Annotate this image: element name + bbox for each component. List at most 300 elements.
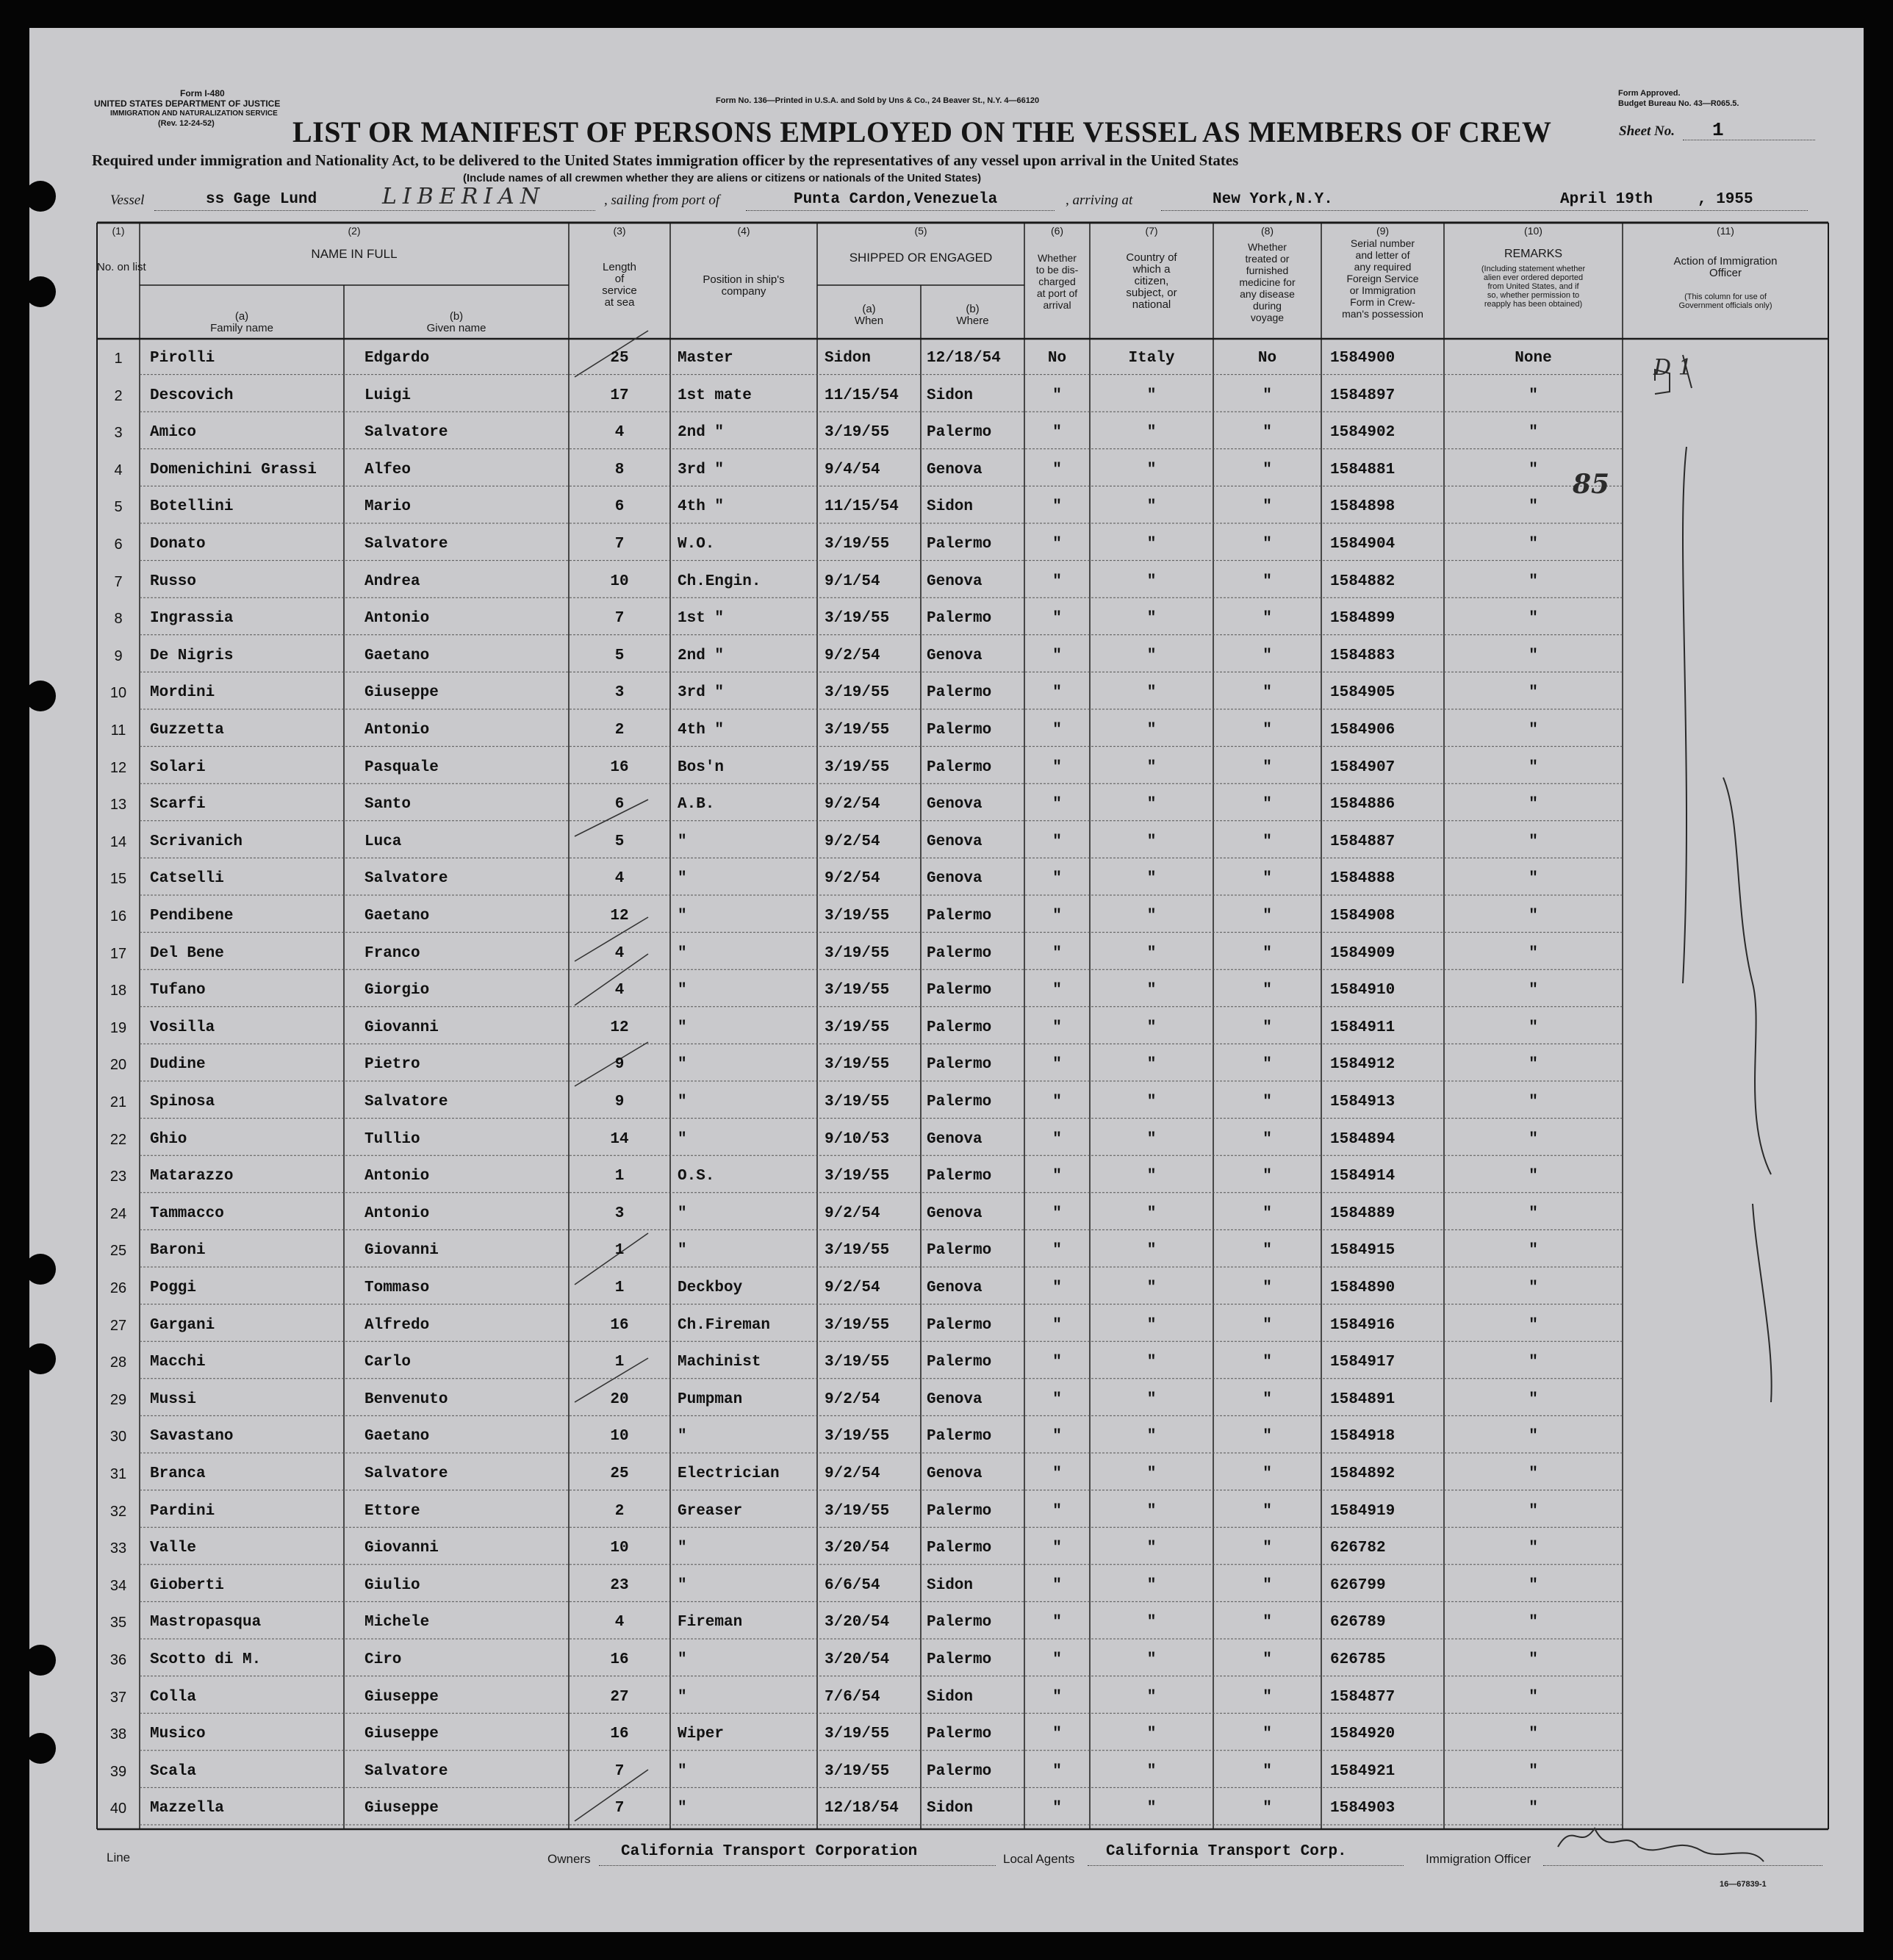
given-name: Ettore [364,1502,420,1520]
col-number: (11) [1717,225,1734,237]
table-row [29,1344,1864,1382]
row-number: 12 [109,759,127,776]
country: " [1146,572,1157,590]
row-number: 38 [109,1726,127,1743]
col-name-in-full: NAME IN FULL [311,247,398,261]
table-row [29,1530,1864,1568]
col-number: (10) [1524,225,1542,237]
length-of-service: 10 [610,1428,629,1446]
country: " [1146,610,1157,628]
country: " [1146,1502,1157,1520]
family-name: Savastano [150,1428,234,1446]
revision: (Rev. 12-24-52) [158,119,215,128]
medicine: " [1262,796,1272,814]
row-number: 17 [109,945,127,962]
row-number: 21 [109,1094,127,1110]
length-of-service: 1 [614,1354,625,1371]
col-given-name: (b) Given name [426,310,486,334]
serial-number: 626782 [1330,1540,1386,1557]
serial-number: 1584881 [1330,461,1395,478]
length-of-service: 4 [614,870,625,888]
col-medicine: Whether treated or furnished medicine for any disease during voyage [1239,241,1296,323]
action-row1-mark: D 1 [1653,355,1692,381]
country: " [1146,1094,1157,1110]
row-number: 16 [109,908,127,925]
given-name: Salvatore [364,1465,448,1482]
given-name: Pietro [364,1056,420,1074]
engaged-where: Palermo [927,1056,992,1074]
engaged-when: 9/4/54 [825,461,880,478]
to-be-discharged: " [1052,1056,1062,1074]
position: " [678,870,687,888]
length-of-service: 10 [610,1540,629,1557]
table-row [29,1232,1864,1270]
engaged-where: Sidon [927,1688,974,1706]
medicine: " [1262,1130,1272,1148]
engaged-where: Genova [927,1130,983,1148]
engaged-when: 9/2/54 [825,647,880,664]
row-number: 8 [114,611,123,628]
medicine: " [1262,944,1272,962]
to-be-discharged: " [1052,1614,1062,1631]
row-number: 11 [110,722,126,739]
serial-number: 1584915 [1330,1242,1395,1260]
country: " [1146,1242,1157,1260]
engaged-when: 3/20/54 [825,1614,890,1631]
length-of-service: 25 [610,1465,629,1482]
department: UNITED STATES DEPARTMENT OF JUSTICE [94,98,281,109]
medicine: " [1262,1242,1272,1260]
engaged-when: 9/2/54 [825,1390,880,1408]
medicine: " [1262,1576,1272,1594]
col-number: (6) [1050,225,1064,237]
length-of-service: 6 [614,796,625,814]
row-number: 14 [109,833,127,850]
engaged-when: 3/19/55 [825,684,890,702]
col-remarks-note: (Including statement whether alien ever ordered deported from United States, and if so, whether permission to reapply has been obtained) [1481,265,1586,309]
family-name: Mussi [150,1390,197,1408]
position: Master [678,350,733,367]
row-number: 36 [109,1652,127,1668]
given-name: Edgardo [364,350,430,367]
engaged-when: 3/19/55 [825,908,890,925]
medicine: No [1257,350,1277,367]
position: 3rd " [678,684,725,702]
to-be-discharged: " [1052,1465,1062,1482]
engaged-where: Palermo [927,1316,992,1334]
position: Machinist [678,1354,761,1371]
to-be-discharged: " [1052,424,1062,442]
length-of-service: 9 [614,1056,625,1074]
medicine: " [1262,387,1272,404]
family-name: Matarazzo [150,1168,234,1185]
family-name: Guzzetta [150,722,224,739]
given-name: Giulio [364,1576,420,1594]
country: " [1146,1576,1157,1594]
length-of-service: 10 [610,572,629,590]
service: IMMIGRATION AND NATURALIZATION SERVICE [110,110,278,118]
table-row [29,750,1864,787]
remarks: " [1529,1279,1538,1296]
country: " [1146,1428,1157,1446]
row-number: 1 [114,351,123,367]
engaged-where: Sidon [927,498,974,516]
serial-number: 1584906 [1330,722,1395,739]
engaged-when: 3/19/55 [825,1316,890,1334]
position: W.O. [678,536,715,553]
given-name: Mario [364,498,412,516]
remarks: " [1529,1242,1538,1260]
family-name: Mazzella [150,1800,224,1817]
table-row [29,936,1864,973]
col-when: (a) When [854,303,884,327]
engaged-when: 3/19/55 [825,1019,890,1036]
length-of-service: 27 [610,1688,629,1706]
family-name: Solari [150,758,206,776]
port-to: New York,N.Y. [1213,191,1333,208]
remarks: " [1529,684,1538,702]
row-number: 33 [109,1540,127,1557]
printer-line: Form No. 136—Printed in U.S.A. and Sold by Uns & Co., 24 Beaver St., N.Y. 4—66120 [716,96,1040,105]
engaged-where: Genova [927,1205,983,1222]
remarks: " [1529,1019,1538,1036]
to-be-discharged: " [1052,758,1062,776]
sailing-label: , sailing from port of [604,193,720,208]
given-name: Tommaso [364,1279,430,1296]
row-number: 19 [109,1019,127,1036]
country: " [1146,908,1157,925]
remarks: " [1529,870,1538,888]
engaged-where: Palermo [927,908,992,925]
engaged-where: Palermo [927,1502,992,1520]
engaged-where: Sidon [927,1800,974,1817]
engaged-where: Palermo [927,1242,992,1260]
col-number: (7) [1145,225,1158,237]
table-row [29,564,1864,601]
remarks: " [1529,1130,1538,1148]
serial-number: 1584920 [1330,1726,1395,1743]
engaged-where: Genova [927,870,983,888]
engaged-when: 9/2/54 [825,1465,880,1482]
engaged-where: Palermo [927,684,992,702]
line-label: Line [107,1850,131,1864]
country: " [1146,1540,1157,1557]
row-number: 9 [114,647,123,664]
remarks: " [1529,461,1538,478]
table-row [29,1753,1864,1791]
family-name: Amico [150,424,197,442]
remarks: " [1529,758,1538,776]
to-be-discharged: " [1052,1316,1062,1334]
table-row [29,340,1864,378]
given-name: Ciro [364,1651,402,1668]
table-row [29,1196,1864,1233]
medicine: " [1262,1502,1272,1520]
family-name: Tufano [150,982,206,999]
remarks: " [1529,647,1538,664]
given-name: Gaetano [364,1428,430,1446]
remarks: " [1529,610,1538,628]
engaged-where: Palermo [927,536,992,553]
table-row [29,1493,1864,1531]
row-number: 31 [109,1466,127,1482]
serial-number: 1584908 [1330,908,1395,925]
medicine: " [1262,1726,1272,1743]
serial-number: 1584891 [1330,1390,1395,1408]
serial-number: 1584898 [1330,498,1395,516]
remarks: " [1529,536,1538,553]
country: " [1146,1726,1157,1743]
medicine: " [1262,1800,1272,1817]
engaged-when: 3/19/55 [825,424,890,442]
medicine: " [1262,536,1272,553]
to-be-discharged: " [1052,1168,1062,1185]
col-family-name: (a) Family name [210,310,273,334]
remarks: " [1529,722,1538,739]
remarks: " [1529,1651,1538,1668]
engaged-when: 11/15/54 [825,498,899,516]
medicine: " [1262,610,1272,628]
length-of-service: 6 [614,498,625,516]
row-number: 27 [109,1317,127,1334]
engaged-when: 3/19/55 [825,1056,890,1074]
table-row [29,378,1864,415]
serial-number: 1584916 [1330,1316,1395,1334]
length-of-service: 7 [614,610,625,628]
given-name: Salvatore [364,870,448,888]
remarks: " [1529,1465,1538,1482]
country: " [1146,1316,1157,1334]
table-row [29,1568,1864,1605]
table-row [29,414,1864,452]
remarks: " [1529,1428,1538,1446]
family-name: Scrivanich [150,833,243,850]
row4-mark: 85 [1573,469,1610,500]
position: Fireman [678,1614,743,1631]
engaged-when: 3/19/55 [825,1354,890,1371]
to-be-discharged: " [1052,944,1062,962]
to-be-discharged: " [1052,796,1062,814]
family-name: Gioberti [150,1576,224,1594]
country: " [1146,1019,1157,1036]
form-code: 16—67839-1 [1720,1880,1767,1889]
length-of-service: 23 [610,1576,629,1594]
table-row [29,638,1864,675]
country: " [1146,1354,1157,1371]
serial-number: 1584913 [1330,1094,1395,1110]
country: " [1146,498,1157,516]
col-action-note: (This column for use of Government officials only) [1678,292,1772,310]
engaged-when: 9/1/54 [825,572,880,590]
remarks: " [1529,908,1538,925]
serial-number: 1584883 [1330,647,1395,664]
length-of-service: 3 [614,1205,625,1222]
table-row [29,1084,1864,1121]
country: " [1146,944,1157,962]
to-be-discharged: " [1052,1242,1062,1260]
serial-number: 1584888 [1330,870,1395,888]
position: " [678,908,687,925]
length-of-service: 16 [610,1316,629,1334]
to-be-discharged: " [1052,1688,1062,1706]
medicine: " [1262,833,1272,850]
row-number: 28 [109,1354,127,1371]
position: 1st " [678,610,725,628]
row-number: 10 [109,685,127,702]
to-be-discharged: " [1052,1576,1062,1594]
medicine: " [1262,722,1272,739]
to-be-discharged: " [1052,1651,1062,1668]
to-be-discharged: " [1052,1540,1062,1557]
table-row [29,1418,1864,1456]
manifest-sheet [29,28,1864,1932]
given-name: Giuseppe [364,684,439,702]
medicine: " [1262,1390,1272,1408]
family-name: Catselli [150,870,224,888]
length-of-service: 2 [614,1502,625,1520]
given-name: Gaetano [364,647,430,664]
to-be-discharged: " [1052,1019,1062,1036]
table-row [29,786,1864,824]
family-name: Ingrassia [150,610,234,628]
serial-number: 1584917 [1330,1354,1395,1371]
given-name: Michele [364,1614,430,1631]
to-be-discharged: " [1052,1094,1062,1110]
given-name: Pasquale [364,758,439,776]
country: " [1146,1688,1157,1706]
remarks: None [1515,350,1552,367]
serial-number: 626789 [1330,1614,1386,1631]
country: " [1146,982,1157,999]
serial-number: 1584903 [1330,1800,1395,1817]
given-name: Giuseppe [364,1726,439,1743]
col-number: (5) [914,225,927,237]
position: " [678,1688,687,1706]
medicine: " [1262,1168,1272,1185]
given-name: Salvatore [364,536,448,553]
engaged-where: Genova [927,833,983,850]
to-be-discharged: " [1052,833,1062,850]
given-name: Benvenuto [364,1390,448,1408]
page-title: LIST OR MANIFEST OF PERSONS EMPLOYED ON THE VESSEL AS MEMBERS OF CREW [292,115,1552,148]
engaged-where: Palermo [927,1651,992,1668]
serial-number: 1584921 [1330,1762,1395,1780]
length-of-service: 2 [614,722,625,739]
serial-number: 1584911 [1330,1019,1395,1036]
medicine: " [1262,1465,1272,1482]
row-number: 40 [109,1801,127,1817]
engaged-when: 3/20/54 [825,1540,890,1557]
medicine: " [1262,1354,1272,1371]
position: " [678,1242,687,1260]
medicine: " [1262,424,1272,442]
vessel-label: Vessel [110,193,145,208]
position: " [678,1762,687,1780]
engaged-where: Sidon [927,1576,974,1594]
engaged-when: 3/19/55 [825,982,890,999]
family-name: Vosilla [150,1019,215,1036]
serial-number: 1584919 [1330,1502,1395,1520]
remarks: " [1529,1094,1538,1110]
col-number: (1) [112,225,125,237]
medicine: " [1262,1205,1272,1222]
remarks: " [1529,1168,1538,1185]
engaged-when: 3/20/54 [825,1651,890,1668]
family-name: Musico [150,1726,206,1743]
country: " [1146,833,1157,850]
serial-number: 1584886 [1330,796,1395,814]
length-of-service: 7 [614,1800,625,1817]
given-name: Antonio [364,722,430,739]
row-number: 6 [114,536,123,553]
medicine: " [1262,1279,1272,1296]
col-shipped: SHIPPED OR ENGAGED [849,251,993,265]
country: " [1146,461,1157,478]
engaged-when: 9/2/54 [825,1279,880,1296]
family-name: Dudine [150,1056,206,1074]
col-country: Country of which a citizen, subject, or national [1126,251,1177,311]
engaged-when: 12/18/54 [825,1800,899,1817]
family-name: De Nigris [150,647,234,664]
length-of-service: 12 [610,1019,629,1036]
row-number: 20 [109,1057,127,1074]
serial-number: 1584892 [1330,1465,1395,1482]
engaged-when: 3/19/55 [825,758,890,776]
col-number: (3) [613,225,626,237]
table-row [29,1158,1864,1196]
given-name: Giuseppe [364,1800,439,1817]
row-number: 32 [109,1503,127,1520]
sheet-label: Sheet No. [1619,123,1675,139]
to-be-discharged: " [1052,1130,1062,1148]
given-name: Andrea [364,572,420,590]
position: Ch.Fireman [678,1316,771,1334]
country: " [1146,1168,1157,1185]
serial-number: 1584889 [1330,1205,1395,1222]
country: " [1146,1762,1157,1780]
position: O.S. [678,1168,715,1185]
table-row [29,712,1864,750]
serial-number: 1584914 [1330,1168,1395,1185]
engaged-when: 3/19/55 [825,1726,890,1743]
medicine: " [1262,908,1272,925]
row-number: 15 [109,871,127,888]
family-name: Russo [150,572,197,590]
remarks: " [1529,796,1538,814]
row-number: 39 [109,1763,127,1780]
family-name: Valle [150,1540,197,1557]
family-name: Baroni [150,1242,206,1260]
country: " [1146,1651,1157,1668]
medicine: " [1262,1688,1272,1706]
engaged-where: Genova [927,796,983,814]
col-number: (2) [348,225,361,237]
country: " [1146,1614,1157,1631]
position: 1st mate [678,387,752,404]
length-of-service: 25 [610,350,629,367]
country: " [1146,536,1157,553]
table-row [29,1456,1864,1493]
given-name: Giovanni [364,1242,439,1260]
country: " [1146,684,1157,702]
arrival-date: April 19th [1560,191,1653,208]
given-name: Salvatore [364,424,448,442]
serial-number: 1584907 [1330,758,1395,776]
engaged-when: 11/15/54 [825,387,899,404]
length-of-service: 1 [614,1279,625,1296]
engaged-where: Palermo [927,1168,992,1185]
family-name: Domenichini Grassi [150,461,317,478]
